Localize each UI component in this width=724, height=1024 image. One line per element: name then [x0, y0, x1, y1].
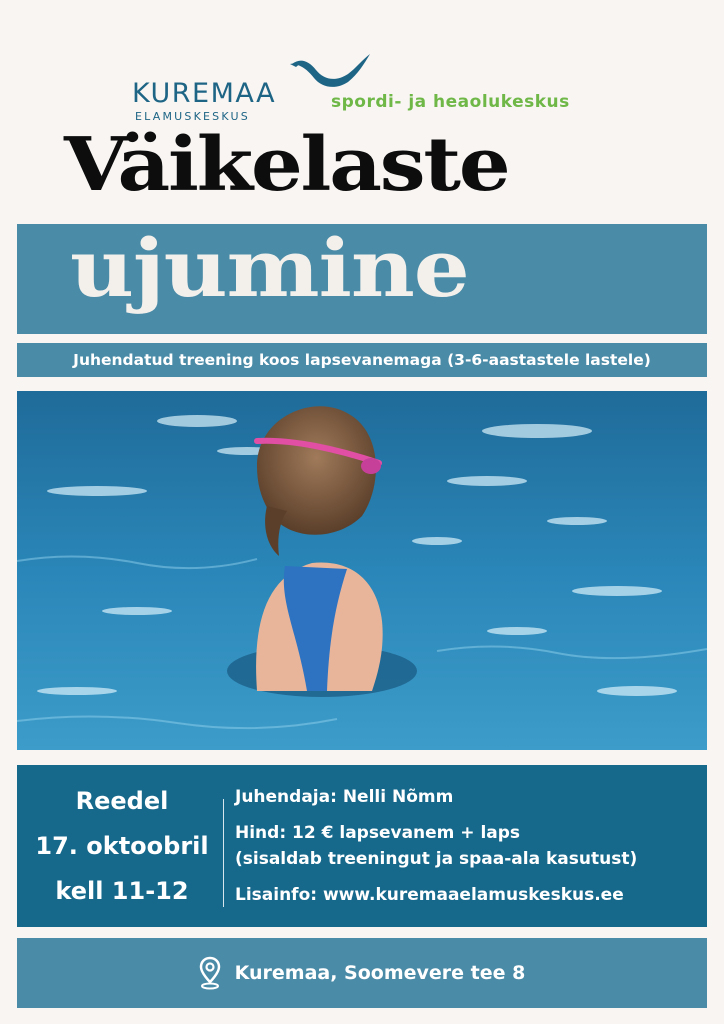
instructor-text: Juhendaja: Nelli Nõmm [235, 787, 454, 807]
tagline: spordi- ja heaolukeskus [331, 92, 570, 112]
schedule-block [17, 765, 227, 927]
title-line-1: Väikelaste [64, 122, 509, 208]
location-pin-icon [199, 956, 221, 990]
schedule-day: Reedel [75, 786, 169, 815]
schedule-date: 17. oktoobril [35, 831, 209, 860]
price-note-text: (sisaldab treeningut ja spaa-ala kasutust) [235, 849, 638, 869]
info-panel [17, 765, 707, 927]
subtitle-bar [17, 343, 707, 377]
price-text: Hind: 12 € lapsevanem + laps [235, 823, 521, 843]
pool-photo [17, 391, 707, 750]
location-address: Kuremaa, Soomevere tee 8 [234, 962, 526, 984]
more-info-link[interactable]: Lisainfo: www.kuremaaelamuskeskus.ee [235, 885, 624, 905]
brand-logo [132, 52, 372, 126]
logo-name: KUREMAA [132, 78, 277, 109]
title-line-2: ujumine [70, 221, 469, 315]
location-bar [17, 938, 707, 1008]
subtitle-text: Juhendatud treening koos lapsevanemaga (3-6-aastastele lastele) [73, 351, 651, 369]
swimming-child-image [17, 391, 707, 750]
info-divider [223, 799, 224, 907]
schedule-time: kell 11-12 [55, 876, 189, 905]
logo-subname: ELAMUSKESKUS [135, 110, 250, 123]
heron-bird-logo-icon [288, 52, 372, 94]
